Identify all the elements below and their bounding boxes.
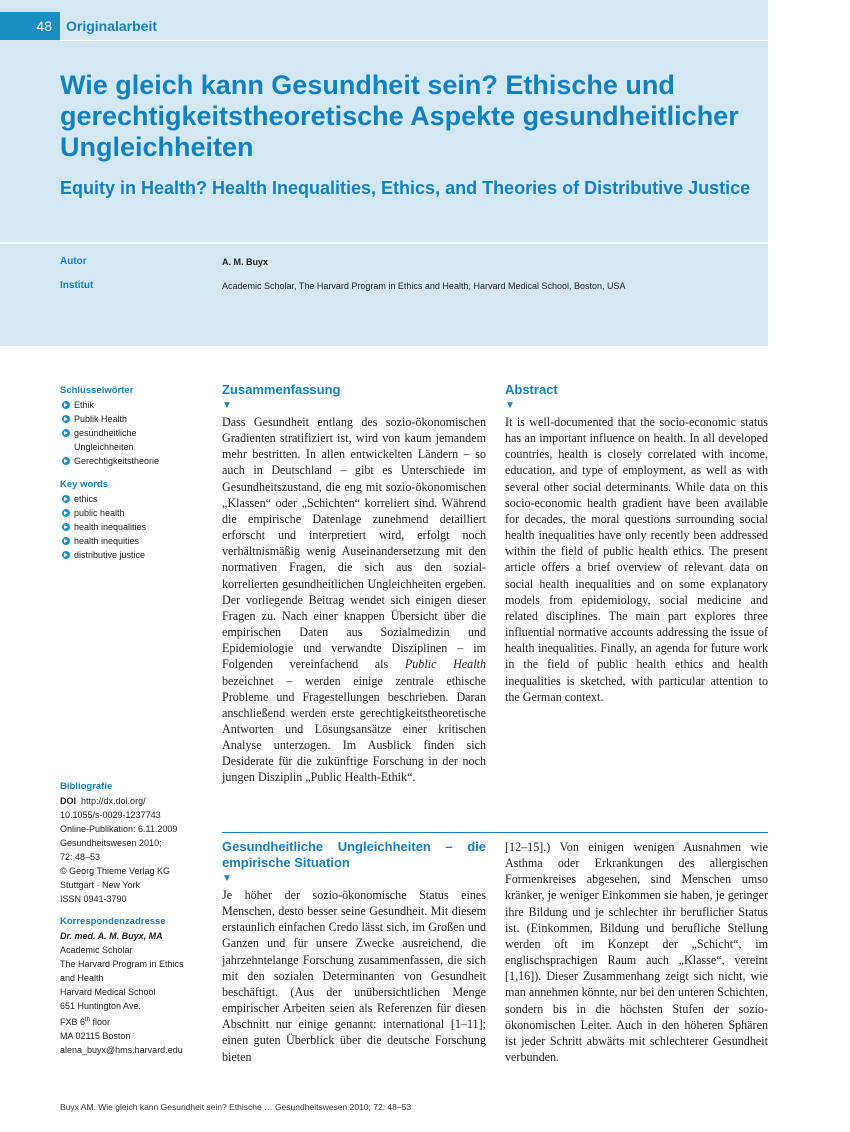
keyword-item: health inequities bbox=[60, 534, 210, 548]
keyword-item: ethics bbox=[60, 492, 210, 506]
corr-line: and Health bbox=[60, 973, 104, 983]
abstract-text: It is well-documented that the socio-economic status has an important influence on health. In all developed countries, health is closely correlated with income, education, and type of employment, as well as with several other social determinants. While data on this socio-economic health gradient have been available for decades, the moral questions surrounding social health inequalities have only recently been addressed within the field of public health ethics. The present article offers a brief overview of relevant data on social health inequalities and on some explanatory models from epidemiology, social medicine and related disciplines. The main part explores three influential normative accounts addressing the issue of health inequalities. Finally, an agenda for future work in the field of public health ethics and health inequalities is sketched, with particular attention to the German context. bbox=[505, 415, 768, 704]
section1-heading: Gesundheitliche Ungleichheiten – die empirische Situation bbox=[222, 839, 486, 870]
abstract-column bbox=[505, 382, 768, 705]
title-separator bbox=[0, 242, 768, 244]
header-band bbox=[0, 0, 768, 346]
bullet-icon bbox=[62, 401, 70, 409]
zusammenfassung-text: Dass Gesundheit entlang des sozio-ökonomischen Gradienten stratifiziert ist, wird von kaum jemandem mehr bestritten. In allen entwickelten Ländern – so auch in Deutschland – gibt es Unterschiede im Gesundheitszustand, die eng mit sozio-ökonomischen „Klassen“ oder „Schichten“ korreliert sind. Während die empirische Datenlage zunehmend detailliert erforscht und interpretiert wird, erfolgt noch verhältnismäßig wenig Auseinandersetzung mit den normativen Fragen, die sich aus den sozial-korrelierten gesundheitlichen Ungleichheiten ergeben. Der vorliegende Beitrag wendet sich einigen dieser Fragen zu. Nach einer knappen Übersicht über die empirischen Daten aus Sozialmedizin und Epidemiologie und verwandte Disziplinen – im Folgenden vereinfachend als Public Health bezeichnet – werden einige zentrale ethische Probleme und Fragestellungen beschrieben. Daran anschließend werden erste gerechtigkeitstheoretische Antworten und Lösungsansätze einer kritischen Analyse unterzogen. Im Ausblick finden sich Desiderate für die zukünftige Forschung in der noch jungen Disziplin „Public Health-Ethik“. bbox=[222, 415, 486, 785]
page-footer: Buyx AM. Wie gleich kann Gesundheit sein? Ethische … Gesundheitswesen 2010; 72: 48–53 bbox=[60, 1102, 412, 1112]
corr-line: 651 Huntington Ave. bbox=[60, 1001, 141, 1011]
title-english: Equity in Health? Health Inequalities, Ethics, and Theories of Distributive Justice bbox=[60, 178, 751, 198]
correspondence-heading: Korrespondenzadresse bbox=[60, 916, 166, 927]
bib-line: © Georg Thieme Verlag KG bbox=[60, 866, 171, 876]
doi-link[interactable]: http://dx.doi.org/ bbox=[81, 796, 146, 806]
section1-left-column bbox=[222, 839, 486, 1065]
institute-label: Institut bbox=[60, 280, 94, 291]
section-marker-icon: ▼ bbox=[222, 400, 232, 411]
section1-right-column bbox=[505, 839, 768, 1065]
section1-right-text: [12–15].) Von einigen wenigen Ausnahmen wie Asthma oder Erkrankungen des allergischen Formenkreises abgesehen, sind Menschen umso kränker, je weniger Einkommen sie haben, je geringer ihre Bildung und je schlechter ihr beruflicher Status ist. (Einkommen, Bildung und berufliche Stellung werden oft im Konzept der „Schicht“, im englischsprachigen Raum auch „Klasse“, vereint [1,16]). Dieser Zusammenhang zeigt sich nicht, wie man annehmen könnte, nur bei den unteren Schichten, sondern bis in die höchsten Stufen der sozio-ökonomischen Leiter. Auch in den höheren Sphären ist jeder Schritt abwärts mit schlechterer Gesundheit verbunden. bbox=[505, 840, 768, 1065]
bullet-icon bbox=[62, 551, 70, 559]
zusammenfassung-heading: Zusammenfassung bbox=[222, 382, 341, 397]
section-marker-icon: ▼ bbox=[222, 873, 232, 884]
section-marker-icon: ▼ bbox=[505, 400, 515, 411]
corr-line: Academic Scholar bbox=[60, 945, 133, 955]
bullet-icon bbox=[62, 429, 70, 437]
keywords-sidebar bbox=[60, 384, 210, 562]
bullet-icon bbox=[62, 509, 70, 517]
author-label: Autor bbox=[60, 256, 87, 267]
corr-line: Harvard Medical School bbox=[60, 987, 156, 997]
section-rule bbox=[222, 832, 768, 833]
bullet-icon bbox=[62, 523, 70, 531]
bib-line: ISSN 0941-3790 bbox=[60, 894, 127, 904]
keyword-item: Ethik bbox=[60, 398, 210, 412]
bullet-icon bbox=[62, 495, 70, 503]
keyword-item: gesundheitliche Ungleichheiten bbox=[60, 426, 170, 454]
keywords-en-heading: Key words bbox=[60, 479, 109, 490]
keyword-item: health inequalities bbox=[60, 520, 210, 534]
keyword-item: distributive justice bbox=[60, 548, 210, 562]
bib-line: 10.1055/s-0029-1237743 bbox=[60, 810, 161, 820]
page-number: 48 bbox=[0, 12, 60, 40]
bib-line: Online-Publikation: 6.11.2009 bbox=[60, 824, 178, 834]
keyword-item: Gerechtigkeitstheorie bbox=[60, 454, 210, 468]
keyword-item: public health bbox=[60, 506, 210, 520]
email-link[interactable]: alena_buyx@hms.harvard.edu bbox=[60, 1045, 183, 1055]
bib-line: Gesundheitswesen 2010; bbox=[60, 838, 162, 848]
author-value: A. M. Buyx bbox=[222, 257, 269, 267]
corr-line: MA 02115 Boston bbox=[60, 1031, 131, 1041]
bibliography-heading: Bibliografie bbox=[60, 781, 113, 792]
abstract-heading: Abstract bbox=[505, 382, 558, 397]
doi-label: DOI bbox=[60, 796, 77, 806]
bibliography-block bbox=[60, 780, 210, 1057]
corr-floor: FXB 6th floor bbox=[60, 1017, 111, 1027]
bullet-icon bbox=[62, 537, 70, 545]
bullet-icon bbox=[62, 415, 70, 423]
bullet-icon bbox=[62, 457, 70, 465]
corr-line: The Harvard Program in Ethics bbox=[60, 959, 184, 969]
bib-line: Stuttgart · New York bbox=[60, 880, 141, 890]
section1-left-text: Je höher der sozio-ökonomische Status eines Menschen, desto besser seine Gesundheit. Mit diesem erstaunlich einfachen Credo lässt sich, im Großen und Ganzen und für unsere Zwecke ausreichend, die jahrzehntelange Forschung zusammenfassen, die sich mit den sozialen Determinanten von Gesundheit beschäftigt. (Aus der unübersichtlichen Menge empirischer Arbeiten seien als Referenzen für diesen Abschnitt nur einige genannt: international [1–11]; einen guten Überblick über die deutsche Forschung bieten bbox=[222, 888, 486, 1064]
header-divider bbox=[60, 40, 768, 41]
section-label: Originalarbeit bbox=[66, 18, 158, 34]
keywords-de-heading: Schlüsselwörter bbox=[60, 385, 134, 396]
institute-value: Academic Scholar, The Harvard Program in Ethics and Health, Harvard Medical School, Boston, USA bbox=[222, 281, 626, 291]
zusammenfassung-column bbox=[222, 382, 486, 786]
correspondence-name: Dr. med. A. M. Buyx, MA bbox=[60, 931, 163, 941]
title-german: Wie gleich kann Gesundheit sein? Ethische und gerechtigkeitstheoretische Aspekte gesundheitlicher Ungleichheiten bbox=[60, 70, 739, 162]
bib-line: 72: 48–53 bbox=[60, 852, 101, 862]
keyword-item: Publik Health bbox=[60, 412, 210, 426]
